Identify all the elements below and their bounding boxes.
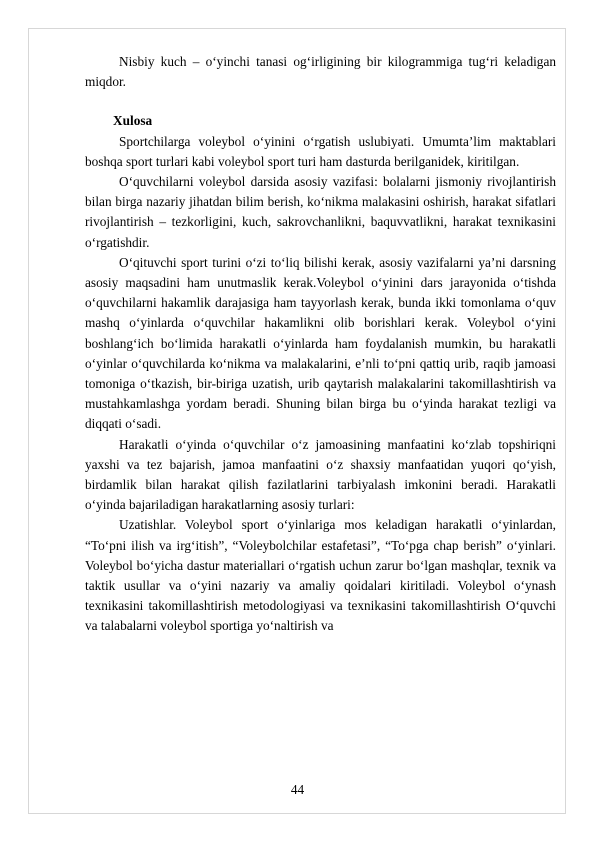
paragraph-1: Sportchilarga voleybol o‘yinini o‘rgatish uslubiyati. Umumta’lim maktablari boshqa sport turlari kabi voleybol sport turi ham dasturda berilganidek, kiritilgan. — [85, 133, 556, 169]
paragraph-3: O‘qituvchi sport turini o‘zi to‘liq bilishi kerak, asosiy vazifalarni ya’ni darsning asosiy maqsadini ham unutmaslik kerak.Voleybol o‘yinini dars jarayonida o‘tishda o‘quvchilarni hakamlik darajasiga ham tayyorlash kerak, bunda ikki tomonlama o‘quv mashq o‘yinlarda o‘quvchilar hakamlikni olib borishlari kerak. Voleybol o‘yini boshlang‘ich bo‘limida harakatli o‘yinlarda ham foydalanish mumkin, bu harakatli o‘yinlar o‘quvchilarda ko‘nikma va malakalarini, e’nli to‘pni qattiq urib, raqib jamoasi tomoniga o‘tkazish, bir-biriga uzatish, urib qaytarish malakalarini takomillashtirish va mustahkamlashga yordam beradi. Shuning bilan birga bu o‘yinda harakat tezligi va diqqati o‘sadi. — [85, 254, 556, 432]
section-title: Xulosa — [113, 113, 153, 129]
paragraph-4: Harakatli o‘yinda o‘quvchilar o‘z jamoasining manfaatini ko‘zlab topshiriqni yaxshi va tez bajarish, jamoa manfaatini o‘z shaxsiy manfaatidan yuqori qo‘yish, birdamlik bilan harakat qilish fazilatlarini tarbiyalash imkonini beradi. Harakatli o‘yinda bajariladigan harakatlarning asosiy turlari: — [85, 436, 556, 513]
paragraph-5: Uzatishlar. Voleybol sport o‘yinlariga mos keladigan harakatli o‘yinlardan, “To‘pni ilish va irg‘itish”, “Voleybolchilar estafetasi”, “To‘pga chap berish” o‘yinlari. Voleybol bo‘yicha dastur materiallari o‘rgatish uchun zarur bo‘lgan mashqlar, texnik va taktik usullar va o‘yini nazariy va amaliy qoidalari kiritiladi. Voleybol o‘ynash texnikasini takomillashtirish metodologiyasi va texnikasini takomillashtirish O‘quvchi va talabalarni voleybol sportiga yo‘naltirish va — [85, 517, 556, 634]
page-number: 44 — [290, 782, 305, 797]
intro-paragraph: Nisbiy kuch – o‘yinchi tanasi og‘irligining bir kilogrammiga tug‘ri keladigan miqdor. — [85, 54, 556, 90]
paragraph-2: O‘quvchilarni voleybol darsida asosiy vazifasi: bolalarni jismoniy rivojlantirish bilan birga nazariy jihatdan bilim berish, ko‘nikma malakasini oshirish, harakat sifatlari rivojlantirish – tezkorligini, kuch, sakrovchanlikni, baquvvatlikni, harakat texnikasini o‘rgatishdir. — [85, 174, 556, 250]
document-body — [85, 52, 556, 637]
